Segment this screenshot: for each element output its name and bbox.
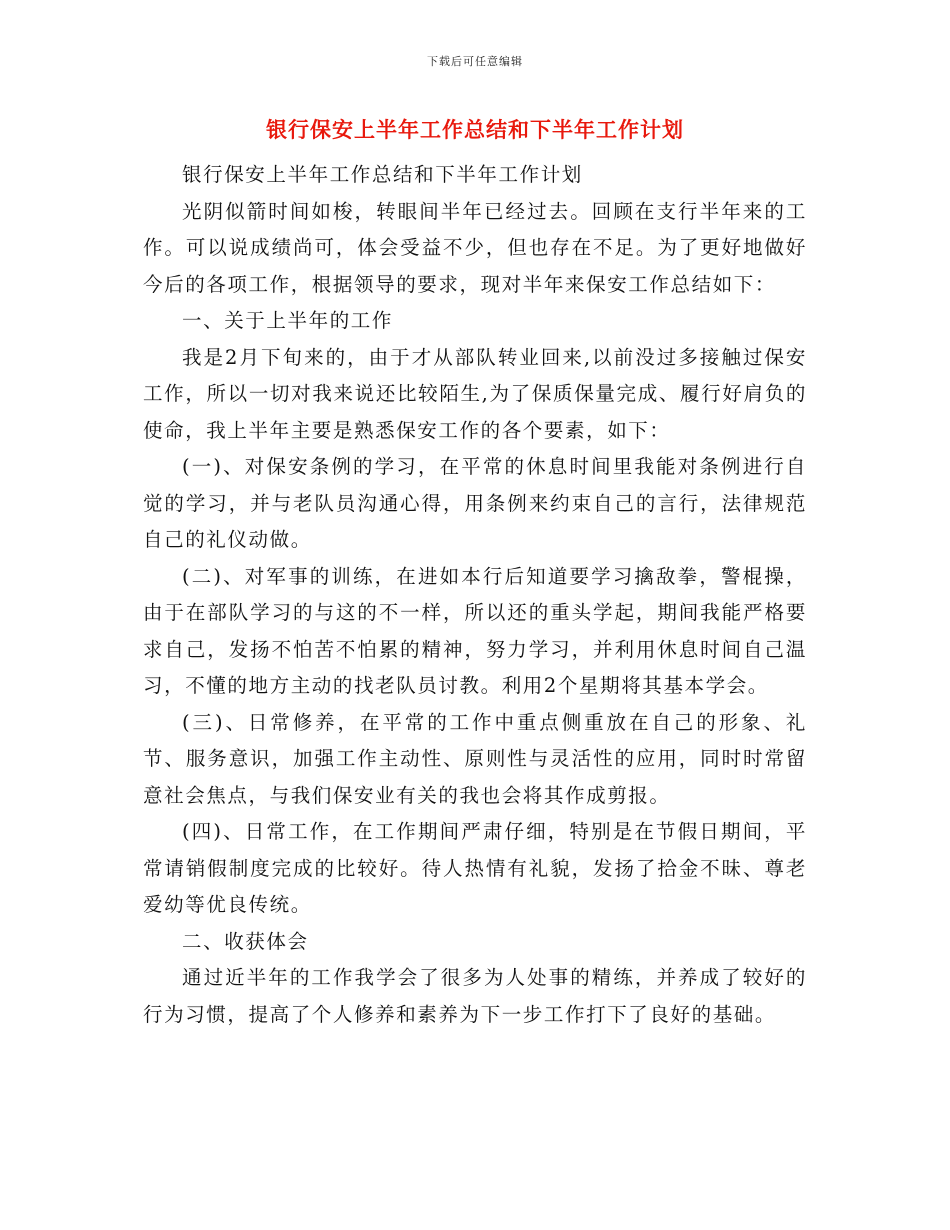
document-title: 银行保安上半年工作总结和下半年工作计划 (266, 117, 684, 142)
header-note: 下载后可任意编辑 (427, 55, 523, 68)
paragraph-item-1: (一)、对保安条例的学习，在平常的休息时间里我能对条例进行自觉的学习，并与老队员沟通心得，用条例来约束自己的言行，法律规范自己的礼仪动做。 (143, 455, 807, 551)
paragraph-item-2: (二)、对军事的训练，在进如本行后知道要学习擒敌拳，警棍操，由于在部队学习的与这的不一样，所以还的重头学起，期间我能严格要求自己，发扬不怕苦不怕累的精神，努力学习，并利用休息时间自己温习，不懂的地方主动的找老队员讨教。利用2个星期将其基本学会。 (143, 564, 807, 697)
paragraph-item-3: (三)、日常修养，在平常的工作中重点侧重放在自己的形象、礼节、服务意识，加强工作主动性、原则性与灵活性的应用，同时时常留意社会焦点，与我们保安业有关的我也会将其作成剪报。 (143, 710, 807, 807)
section-heading-experience: 二、收获体会 (182, 929, 309, 953)
paragraph-experience: 通过近半年的工作我学会了很多为人处事的精练，并养成了较好的行为习惯，提高了个人修养和素养为下一步工作打下了良好的基础。 (143, 966, 807, 1026)
section-heading-first-half-work: 一、关于上半年的工作 (182, 309, 394, 332)
document-body (143, 157, 807, 1033)
paragraph-subtitle: 银行保安上半年工作总结和下半年工作计划 (182, 163, 583, 186)
paragraph-intro: 光阴似箭时间如梭，转眼间半年已经过去。回顾在支行半年来的工作。可以说成绩尚可，体会受益不少，但也存在不足。为了更好地做好今后的各项工作，根据领导的要求，现对半年来保安工作总结如下： (143, 199, 807, 296)
paragraph-item-4: (四)、日常工作，在工作期间严肃仔细，特别是在节假日期间，平常请销假制度完成的比较好。待人热情有礼貌，发扬了拾金不昧、尊老爱幼等优良传统。 (143, 820, 807, 916)
paragraph-background: 我是2月下旬来的，由于才从部队转业回来,以前没过多接触过保安工作，所以一切对我来说还比较陌生,为了保质保量完成、履行好肩负的使命，我上半年主要是熟悉保安工作的各个要素，如下： (143, 345, 807, 442)
